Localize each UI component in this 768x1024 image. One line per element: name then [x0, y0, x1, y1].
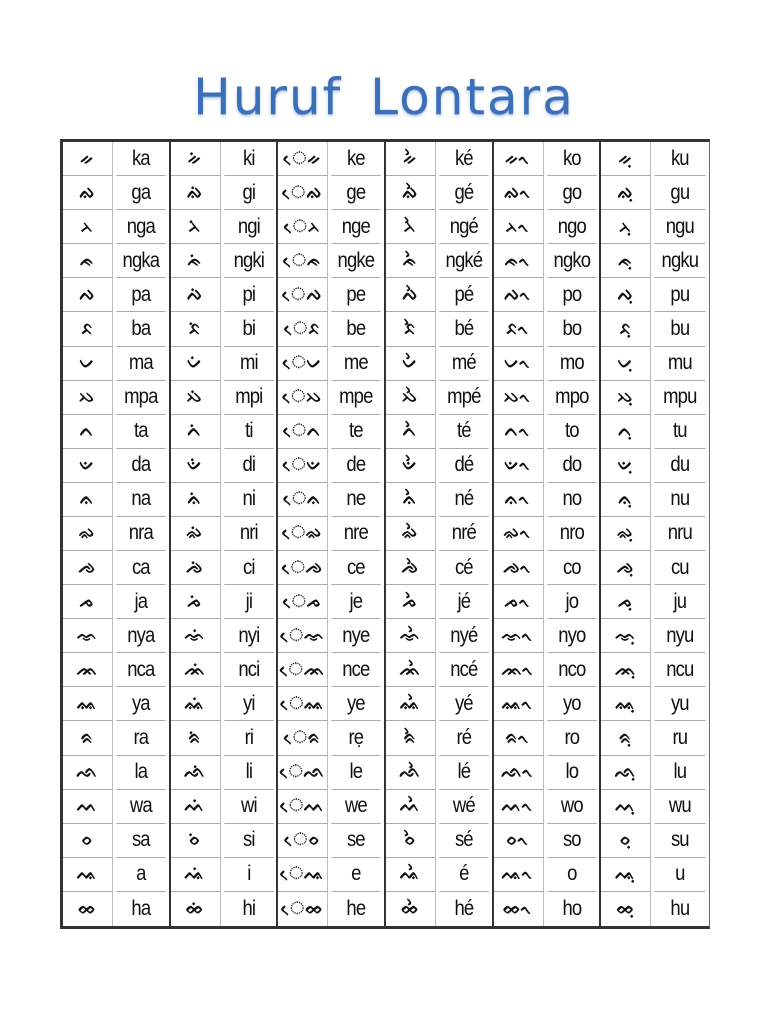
lontara-glyph: ᨑ — [63, 721, 113, 755]
lontara-glyph: ᨈᨘ — [601, 415, 651, 449]
lontara-glyph: ᨔᨛ — [386, 824, 436, 858]
lontara-glyph: ᨖᨗ — [171, 892, 221, 926]
lontara-glyph: ᨙᨐ — [278, 687, 328, 721]
latin-syllable: ko — [547, 142, 596, 176]
latin-syllable: hé — [454, 896, 474, 920]
lontara-glyph: ᨅ — [63, 312, 113, 346]
lontara-glyph: ᨋ — [63, 517, 113, 551]
latin-syllable: u — [655, 858, 706, 892]
lontara-glyph: ᨒᨗ — [171, 756, 221, 790]
latin-syllable: gi — [224, 176, 273, 210]
latin-syllable: mpi — [224, 381, 273, 415]
latin-syllable: mu — [655, 347, 706, 381]
lontara-glyph: ᨃᨛ — [386, 244, 436, 278]
latin-syllable: ri — [224, 721, 273, 755]
lontara-glyph: ᨂᨘ — [601, 210, 651, 244]
latin-syllable: ngki — [224, 244, 273, 278]
lontara-glyph: ᨙᨔ — [278, 824, 328, 858]
vowel-column-e — [278, 142, 386, 926]
latin-syllable: ho — [562, 896, 581, 920]
lontara-glyph: ᨙᨄ — [278, 278, 328, 312]
latin-syllable: pé — [439, 278, 488, 312]
latin-syllable: da — [116, 449, 165, 483]
latin-syllable: i — [224, 858, 273, 892]
latin-syllable: ncu — [655, 653, 706, 687]
latin-syllable: ru — [655, 721, 706, 755]
lontara-glyph: ᨙᨃ — [278, 244, 328, 278]
lontara-glyph: ᨅᨚ — [494, 312, 544, 346]
latin-syllable: pu — [655, 278, 706, 312]
latin-syllable: ma — [116, 347, 165, 381]
latin-syllable: ngé — [439, 210, 488, 244]
lontara-glyph: ᨙᨁ — [278, 176, 328, 210]
latin-syllable: e — [332, 858, 381, 892]
lontara-glyph: ᨁ — [63, 176, 113, 210]
lontara-glyph: ᨎᨗ — [171, 619, 221, 653]
latin-syllable: ngke — [332, 244, 381, 278]
latin-syllable: me — [332, 347, 381, 381]
latin-syllable: je — [332, 585, 381, 619]
vowel-column-i — [171, 142, 279, 926]
latin-syllable: do — [547, 449, 596, 483]
latin-syllable: de — [332, 449, 381, 483]
latin-syllable: mpu — [655, 381, 706, 415]
lontara-glyph: ᨙᨍ — [278, 585, 328, 619]
lontara-glyph: ᨂᨛ — [386, 210, 436, 244]
latin-syllable: o — [547, 858, 596, 892]
lontara-glyph: ᨓᨚ — [494, 790, 544, 824]
latin-syllable: ta — [116, 415, 165, 449]
lontara-glyph: ᨑᨛ — [386, 721, 436, 755]
latin-syllable: pa — [116, 278, 165, 312]
latin-syllable: bo — [547, 312, 596, 346]
latin-syllable: so — [547, 824, 596, 858]
lontara-glyph: ᨙᨊ — [278, 483, 328, 517]
lontara-glyph: ᨓ — [63, 790, 113, 824]
latin-syllable: po — [547, 278, 596, 312]
lontara-glyph: ᨕ — [63, 858, 113, 892]
latin-syllable: nro — [547, 517, 596, 551]
lontara-glyph: ᨙᨀ — [278, 142, 328, 176]
lontara-glyph: ᨐᨛ — [386, 687, 436, 721]
lontara-glyph: ᨍᨗ — [171, 585, 221, 619]
latin-syllable: wo — [547, 790, 596, 824]
lontara-glyph: ᨅᨗ — [171, 312, 221, 346]
lontara-glyph: ᨔ — [63, 824, 113, 858]
lontara-glyph: ᨖᨛ — [386, 892, 436, 926]
latin-syllable: ngké — [439, 244, 488, 278]
latin-syllable: li — [224, 756, 273, 790]
lontara-glyph: ᨀ — [63, 142, 113, 176]
lontara-glyph: ᨃ — [63, 244, 113, 278]
latin-syllable: be — [332, 312, 381, 346]
latin-syllable: nca — [116, 653, 165, 687]
latin-syllable: tu — [655, 415, 706, 449]
latin-syllable: bé — [439, 312, 488, 346]
lontara-glyph: ᨅᨛ — [386, 312, 436, 346]
lontara-glyph: ᨊᨘ — [601, 483, 651, 517]
lontara-glyph: ᨃᨚ — [494, 244, 544, 278]
lontara-glyph: ᨐ — [63, 687, 113, 721]
latin-syllable: rẹ — [332, 721, 381, 755]
lontara-glyph: ᨐᨚ — [494, 687, 544, 721]
lontara-glyph: ᨈ — [63, 415, 113, 449]
lontara-glyph: ᨐᨘ — [601, 687, 651, 721]
lontara-glyph: ᨊ — [63, 483, 113, 517]
lontara-glyph: ᨑᨗ — [171, 721, 221, 755]
latin-syllable: ré — [439, 721, 488, 755]
latin-syllable: cé — [439, 551, 488, 585]
lontara-glyph: ᨒ — [63, 756, 113, 790]
latin-syllable: nce — [332, 653, 381, 687]
latin-syllable: nga — [116, 210, 165, 244]
lontara-glyph: ᨍ — [63, 585, 113, 619]
latin-syllable: co — [547, 551, 596, 585]
lontara-glyph: ᨇᨗ — [171, 381, 221, 415]
latin-syllable: wu — [655, 790, 706, 824]
lontara-glyph: ᨌᨚ — [494, 551, 544, 585]
page-title: Huruf Lontara — [193, 68, 575, 126]
latin-syllable: mpe — [332, 381, 381, 415]
vowel-column-a — [63, 142, 171, 926]
latin-syllable: nya — [116, 619, 165, 653]
vowel-column-o — [494, 142, 602, 926]
lontara-glyph: ᨎ — [63, 619, 113, 653]
latin-syllable: go — [547, 176, 596, 210]
lontara-glyph: ᨋᨚ — [494, 517, 544, 551]
latin-syllable: mé — [439, 347, 488, 381]
latin-syllable: mpé — [439, 381, 488, 415]
latin-syllable: ngku — [655, 244, 706, 278]
lontara-glyph: ᨋᨘ — [601, 517, 651, 551]
latin-syllable: ci — [224, 551, 273, 585]
lontara-glyph: ᨖᨚ — [494, 892, 544, 926]
latin-syllable: si — [224, 824, 273, 858]
latin-syllable: sé — [439, 824, 488, 858]
lontara-glyph: ᨙᨂ — [278, 210, 328, 244]
lontara-glyph: ᨄᨗ — [171, 278, 221, 312]
lontara-glyph: ᨀᨗ — [171, 142, 221, 176]
latin-syllable: ha — [131, 896, 151, 920]
lontara-glyph: ᨑᨘ — [601, 721, 651, 755]
lontara-glyph: ᨏᨘ — [601, 653, 651, 687]
lontara-glyph: ᨙᨑ — [278, 721, 328, 755]
latin-syllable: pi — [224, 278, 273, 312]
latin-syllable: é — [439, 858, 488, 892]
lontara-glyph: ᨁᨚ — [494, 176, 544, 210]
latin-syllable: le — [332, 756, 381, 790]
lontara-glyph: ᨓᨛ — [386, 790, 436, 824]
latin-syllable: hu — [670, 896, 690, 920]
lontara-glyph: ᨁᨗ — [171, 176, 221, 210]
lontara-glyph: ᨆ — [63, 347, 113, 381]
latin-syllable: mi — [224, 347, 273, 381]
lontara-glyph: ᨁᨘ — [601, 176, 651, 210]
latin-syllable: ti — [224, 415, 273, 449]
latin-syllable: ga — [116, 176, 165, 210]
latin-syllable: ngo — [547, 210, 596, 244]
lontara-glyph: ᨎᨚ — [494, 619, 544, 653]
latin-syllable: yi — [224, 687, 273, 721]
lontara-glyph: ᨕᨛ — [386, 858, 436, 892]
lontara-glyph: ᨔᨗ — [171, 824, 221, 858]
lontara-glyph: ᨊᨗ — [171, 483, 221, 517]
latin-syllable: ce — [332, 551, 381, 585]
lontara-glyph: ᨒᨛ — [386, 756, 436, 790]
latin-syllable: ncé — [439, 653, 488, 687]
latin-syllable: ja — [116, 585, 165, 619]
latin-syllable: jo — [547, 585, 596, 619]
lontara-glyph: ᨌᨗ — [171, 551, 221, 585]
lontara-glyph: ᨖᨘ — [601, 892, 651, 926]
lontara-glyph: ᨕᨚ — [494, 858, 544, 892]
lontara-glyph: ᨄᨛ — [386, 278, 436, 312]
latin-syllable: bi — [224, 312, 273, 346]
latin-syllable: ca — [116, 551, 165, 585]
lontara-glyph: ᨔᨚ — [494, 824, 544, 858]
latin-syllable: ku — [655, 142, 706, 176]
lontara-glyph: ᨎᨛ — [386, 619, 436, 653]
latin-syllable: na — [116, 483, 165, 517]
latin-syllable: nyé — [439, 619, 488, 653]
lontara-glyph: ᨇᨚ — [494, 381, 544, 415]
latin-syllable: to — [547, 415, 596, 449]
lontara-glyph: ᨄᨚ — [494, 278, 544, 312]
latin-syllable: se — [332, 824, 381, 858]
lontara-glyph: ᨈᨚ — [494, 415, 544, 449]
latin-syllable: ye — [332, 687, 381, 721]
lontara-glyph: ᨈᨗ — [171, 415, 221, 449]
latin-syllable: nré — [439, 517, 488, 551]
lontara-glyph: ᨀᨚ — [494, 142, 544, 176]
lontara-glyph: ᨃᨘ — [601, 244, 651, 278]
latin-syllable: la — [116, 756, 165, 790]
lontara-glyph: ᨕᨘ — [601, 858, 651, 892]
latin-syllable: yé — [439, 687, 488, 721]
lontara-glyph: ᨖ — [63, 892, 113, 926]
latin-syllable: wa — [116, 790, 165, 824]
latin-syllable: nci — [224, 653, 273, 687]
latin-syllable: ngko — [547, 244, 596, 278]
lontara-glyph: ᨓᨗ — [171, 790, 221, 824]
latin-syllable: ngi — [224, 210, 273, 244]
latin-syllable: he — [346, 896, 366, 920]
lontara-glyph: ᨏ — [63, 653, 113, 687]
latin-syllable: cu — [655, 551, 706, 585]
lontara-glyph: ᨇᨛ — [386, 381, 436, 415]
latin-syllable: ge — [332, 176, 381, 210]
lontara-glyph: ᨉᨘ — [601, 449, 651, 483]
latin-syllable: wé — [439, 790, 488, 824]
lontara-glyph: ᨐᨗ — [171, 687, 221, 721]
latin-syllable: sa — [116, 824, 165, 858]
lontara-glyph: ᨔᨘ — [601, 824, 651, 858]
latin-syllable: jé — [439, 585, 488, 619]
latin-syllable: mo — [547, 347, 596, 381]
lontara-glyph: ᨙᨒ — [278, 756, 328, 790]
latin-syllable: nge — [332, 210, 381, 244]
latin-syllable: ki — [224, 142, 273, 176]
lontara-glyph: ᨌᨘ — [601, 551, 651, 585]
lontara-glyph: ᨀᨛ — [386, 142, 436, 176]
lontara-glyph: ᨓᨘ — [601, 790, 651, 824]
lontara-glyph: ᨙᨅ — [278, 312, 328, 346]
lontara-glyph: ᨑᨚ — [494, 721, 544, 755]
latin-syllable: ka — [116, 142, 165, 176]
lontara-glyph: ᨆᨛ — [386, 347, 436, 381]
latin-syllable: ro — [547, 721, 596, 755]
lontara-glyph: ᨏᨛ — [386, 653, 436, 687]
lontara-glyph: ᨒᨘ — [601, 756, 651, 790]
latin-syllable: mpa — [116, 381, 165, 415]
latin-syllable: ke — [332, 142, 381, 176]
lontara-glyph: ᨏᨚ — [494, 653, 544, 687]
lontara-glyph: ᨇ — [63, 381, 113, 415]
latin-syllable: nu — [655, 483, 706, 517]
latin-syllable: nyi — [224, 619, 273, 653]
lontara-glyph: ᨌ — [63, 551, 113, 585]
lontara-glyph: ᨙᨈ — [278, 415, 328, 449]
latin-syllable: ji — [224, 585, 273, 619]
latin-syllable: ra — [116, 721, 165, 755]
latin-syllable: dé — [439, 449, 488, 483]
lontara-glyph: ᨍᨚ — [494, 585, 544, 619]
lontara-glyph: ᨃᨗ — [171, 244, 221, 278]
latin-syllable: su — [655, 824, 706, 858]
lontara-glyph: ᨄ — [63, 278, 113, 312]
lontara-glyph: ᨅᨘ — [601, 312, 651, 346]
latin-syllable: yu — [655, 687, 706, 721]
lontara-glyph: ᨇᨘ — [601, 381, 651, 415]
latin-syllable: ba — [116, 312, 165, 346]
lontara-glyph: ᨙᨎ — [278, 619, 328, 653]
latin-syllable: nra — [116, 517, 165, 551]
lontara-glyph: ᨙᨇ — [278, 381, 328, 415]
latin-syllable: né — [439, 483, 488, 517]
lontara-glyph: ᨆᨗ — [171, 347, 221, 381]
latin-syllable: nco — [547, 653, 596, 687]
lontara-glyph: ᨆᨚ — [494, 347, 544, 381]
latin-syllable: gu — [655, 176, 706, 210]
latin-syllable: ya — [116, 687, 165, 721]
lontara-glyph: ᨋᨛ — [386, 517, 436, 551]
lontara-glyph: ᨈᨛ — [386, 415, 436, 449]
latin-syllable: wi — [224, 790, 273, 824]
lontara-glyph: ᨊᨛ — [386, 483, 436, 517]
lontara-glyph: ᨙᨖ — [278, 892, 328, 926]
latin-syllable: te — [332, 415, 381, 449]
lontara-glyph: ᨙᨏ — [278, 653, 328, 687]
lontara-glyph: ᨂᨗ — [171, 210, 221, 244]
latin-syllable: no — [547, 483, 596, 517]
lontara-glyph: ᨂ — [63, 210, 113, 244]
latin-syllable: lé — [439, 756, 488, 790]
latin-syllable: bu — [655, 312, 706, 346]
latin-syllable: nyo — [547, 619, 596, 653]
latin-syllable: nre — [332, 517, 381, 551]
lontara-glyph: ᨀᨘ — [601, 142, 651, 176]
latin-syllable: té — [439, 415, 488, 449]
lontara-glyph: ᨏᨗ — [171, 653, 221, 687]
latin-syllable: ju — [655, 585, 706, 619]
lontara-glyph: ᨙᨓ — [278, 790, 328, 824]
lontara-glyph: ᨙᨌ — [278, 551, 328, 585]
lontara-glyph: ᨊᨚ — [494, 483, 544, 517]
latin-syllable: a — [116, 858, 165, 892]
latin-syllable: pe — [332, 278, 381, 312]
latin-syllable: mpo — [547, 381, 596, 415]
lontara-glyph: ᨙᨕ — [278, 858, 328, 892]
latin-syllable: ngka — [116, 244, 165, 278]
latin-syllable: we — [332, 790, 381, 824]
latin-syllable: lo — [547, 756, 596, 790]
latin-syllable: lu — [655, 756, 706, 790]
lontara-glyph: ᨉᨛ — [386, 449, 436, 483]
lontara-glyph: ᨙᨋ — [278, 517, 328, 551]
lontara-glyph: ᨌᨛ — [386, 551, 436, 585]
lontara-glyph: ᨁᨛ — [386, 176, 436, 210]
lontara-glyph: ᨉᨗ — [171, 449, 221, 483]
lontara-glyph: ᨎᨘ — [601, 619, 651, 653]
lontara-glyph: ᨆᨘ — [601, 347, 651, 381]
latin-syllable: nru — [655, 517, 706, 551]
lontara-glyph: ᨄᨘ — [601, 278, 651, 312]
latin-syllable: di — [224, 449, 273, 483]
latin-syllable: yo — [547, 687, 596, 721]
vowel-column-u — [601, 142, 709, 926]
latin-syllable: ni — [224, 483, 273, 517]
latin-syllable: ngu — [655, 210, 706, 244]
latin-syllable: gé — [439, 176, 488, 210]
latin-syllable: ne — [332, 483, 381, 517]
latin-syllable: du — [655, 449, 706, 483]
lontara-glyph: ᨋᨗ — [171, 517, 221, 551]
lontara-glyph: ᨍᨛ — [386, 585, 436, 619]
lontara-glyph: ᨉᨚ — [494, 449, 544, 483]
vowel-column-é — [386, 142, 494, 926]
lontara-glyph: ᨉ — [63, 449, 113, 483]
lontara-glyph: ᨂᨚ — [494, 210, 544, 244]
latin-syllable: hi — [242, 896, 255, 920]
lontara-glyph: ᨒᨚ — [494, 756, 544, 790]
latin-syllable: ké — [439, 142, 488, 176]
lontara-glyph: ᨙᨉ — [278, 449, 328, 483]
lontara-glyph: ᨙᨆ — [278, 347, 328, 381]
lontara-glyph: ᨕᨗ — [171, 858, 221, 892]
lontara-syllable-table — [60, 139, 710, 929]
latin-syllable: nyu — [655, 619, 706, 653]
latin-syllable: nye — [332, 619, 381, 653]
lontara-glyph: ᨍᨘ — [601, 585, 651, 619]
latin-syllable: nri — [224, 517, 273, 551]
